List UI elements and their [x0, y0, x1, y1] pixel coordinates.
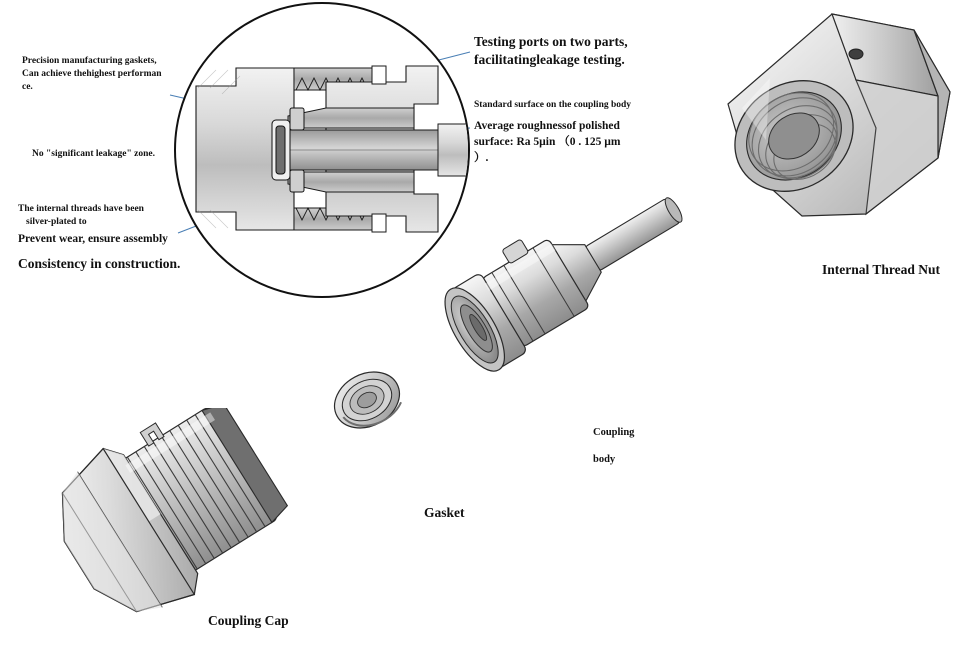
callout-surface-finish [474, 99, 654, 166]
callout-silver-plated-threads [18, 203, 193, 273]
label-coupling-body-line1: Coupling [593, 427, 635, 438]
part-coupling-body [406, 190, 706, 385]
label-coupling-body [593, 419, 663, 474]
callout-surface-line2: surface: Ra 5µin （0 . 125 µm [474, 135, 621, 148]
callout-silver-line1: The internal threads have been [18, 204, 144, 214]
callout-surface-heading: Standard surface on the coupling body [474, 100, 632, 110]
callout-silver-line3: Prevent wear, ensure assembly [18, 232, 168, 245]
part-coupling-cap [36, 408, 306, 613]
callout-testing-line2: facilitatingleakage testing. [474, 52, 625, 68]
callout-testing-ports [474, 33, 704, 69]
callout-precision-gaskets [22, 55, 182, 93]
callout-no-leakage-text: No "significant leakage" zone. [32, 149, 155, 159]
callout-gaskets-line1: Precision manufacturing gaskets, [22, 56, 157, 66]
callout-testing-line1: Testing ports on two parts, [474, 34, 628, 49]
callout-gaskets-line3: ce. [22, 81, 33, 92]
label-gasket: Gasket [424, 505, 465, 520]
part-internal-thread-nut [706, 8, 964, 258]
callout-surface-line3: ）. [474, 152, 489, 164]
label-coupling-cap: Coupling Cap [208, 613, 289, 628]
part-gasket [322, 358, 412, 443]
label-internal-thread-nut: Internal Thread Nut [822, 262, 941, 277]
callout-surface-line1: Average roughnessof polished [474, 119, 620, 132]
label-coupling-body-line2: body [593, 454, 616, 466]
callout-silver-line2: silver-plated to [26, 216, 87, 227]
callout-silver-line4: Consistency in construction. [18, 255, 181, 271]
callout-no-leakage-zone [32, 148, 202, 161]
callout-gaskets-line2: Can achieve thehighest performan [22, 68, 162, 79]
